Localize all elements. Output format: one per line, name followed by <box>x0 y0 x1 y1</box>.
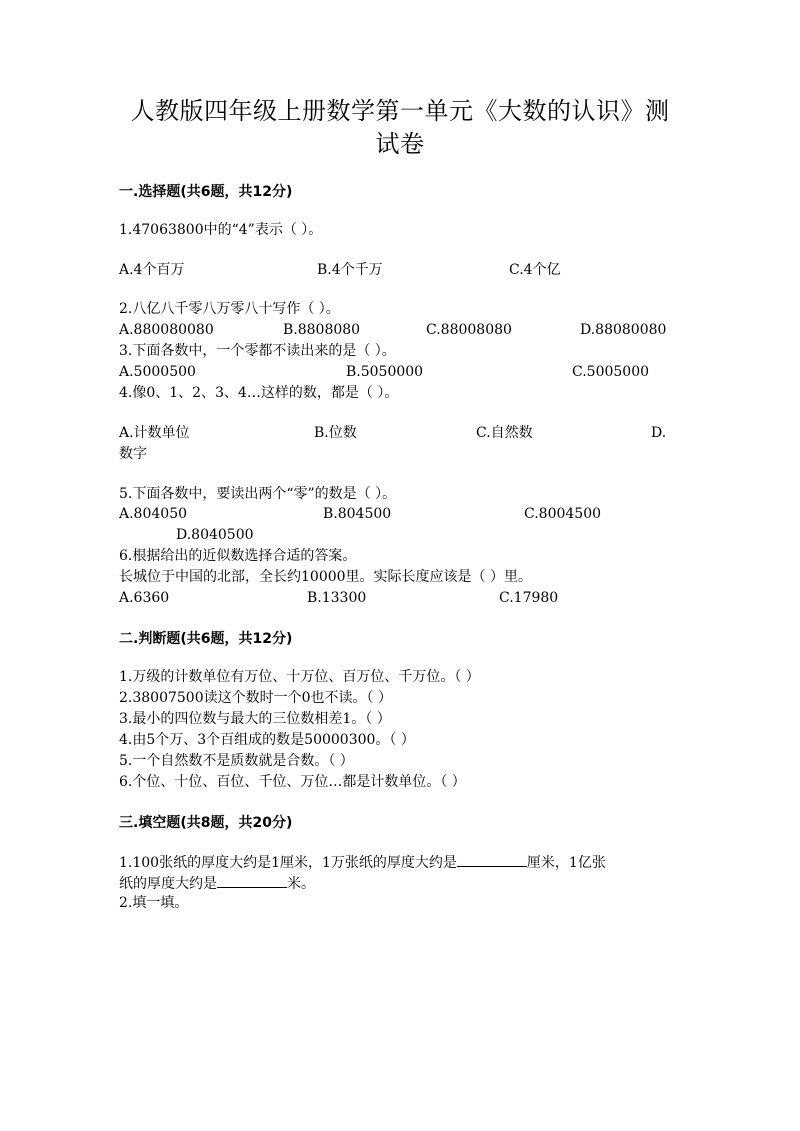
question-5-stem: 5.下面各数中，要读出两个“零”的数是（ ）。 <box>119 486 397 502</box>
option-c: C.88008080 <box>426 322 512 338</box>
option-b: B.位数 <box>314 425 357 441</box>
question-2-stem: 2.八亿八千零八万零八十写作（ ）。 <box>119 301 340 317</box>
option-b: B.5050000 <box>346 364 424 380</box>
option-c: C.8004500 <box>524 506 602 522</box>
answer-blank[interactable] <box>457 852 527 867</box>
judge-item: 3.最小的四位数与最大的三位数相差1。（ ） <box>119 711 391 727</box>
judge-item: 4.由5个万、3个百组成的数是50000300。（ ） <box>119 732 415 748</box>
question-6-stem-line2: 长城位于中国的北部，全长约10000里。实际长度应该是（ ）里。 <box>119 569 532 585</box>
fill-question-1 <box>119 852 606 872</box>
question-6-stem: 6.根据给出的近似数选择合适的答案。 <box>119 548 357 564</box>
page-title-line2: 试卷 <box>375 130 425 158</box>
option-a: A.804050 <box>119 506 188 522</box>
question-4-stem: 4.像0、1、2、3、4…这样的数，都是（ ）。 <box>119 385 399 401</box>
section-heading-judge: 二.判断题(共6题，共12分) <box>119 631 293 647</box>
option-c: C.17980 <box>499 590 559 606</box>
option-a: A.5000500 <box>119 364 196 380</box>
question-1-stem: 1.47063800中的“4”表示（ ）。 <box>119 222 323 238</box>
fill-text: 厘米，1亿张 <box>526 855 606 871</box>
option-b: B.804500 <box>323 506 392 522</box>
option-b: B.8808080 <box>283 322 361 338</box>
option-a: A.4个百万 <box>119 262 185 278</box>
option-a: A.6360 <box>119 590 170 606</box>
option-d: D. <box>651 425 667 441</box>
option-a: A.880080080 <box>119 322 214 338</box>
option-b: B.4个千万 <box>317 262 383 278</box>
option-d: D.88080080 <box>580 322 667 338</box>
page-title: 人教版四年级上册数学第一单元《大数的认识》测 <box>130 97 670 125</box>
judge-item: 1.万级的计数单位有万位、十万位、百万位、千万位。（ ） <box>119 669 480 685</box>
fill-text: 米。 <box>287 876 315 892</box>
fill-question-2: 2.填一填。 <box>119 895 189 911</box>
answer-blank[interactable] <box>217 873 287 888</box>
option-d: D.8040500 <box>176 527 254 543</box>
section-heading-fill: 三.填空题(共8题，共20分) <box>119 815 293 831</box>
section-heading-choice: 一.选择题(共6题，共12分) <box>119 184 293 200</box>
fill-question-1-line2 <box>119 873 315 893</box>
question-3-stem: 3.下面各数中，一个零都不读出来的是（ ）。 <box>119 343 396 359</box>
fill-text: 纸的厚度大约是 <box>119 876 217 892</box>
option-a: A.计数单位 <box>119 425 190 441</box>
option-c: C.自然数 <box>476 425 533 441</box>
option-c: C.4个亿 <box>509 262 561 278</box>
option-d-text: 数字 <box>119 446 147 462</box>
judge-item: 2.38007500读这个数时一个0也不读。（ ） <box>119 690 392 706</box>
judge-item: 5.一个自然数不是质数就是合数。（ ） <box>119 753 354 769</box>
option-b: B.13300 <box>307 590 367 606</box>
fill-text: 1.100张纸的厚度大约是1厘米，1万张纸的厚度大约是 <box>119 855 457 871</box>
option-c: C.5005000 <box>572 364 650 380</box>
judge-item: 6.个位、十位、百位、千位、万位…都是计数单位。（ ） <box>119 774 466 790</box>
